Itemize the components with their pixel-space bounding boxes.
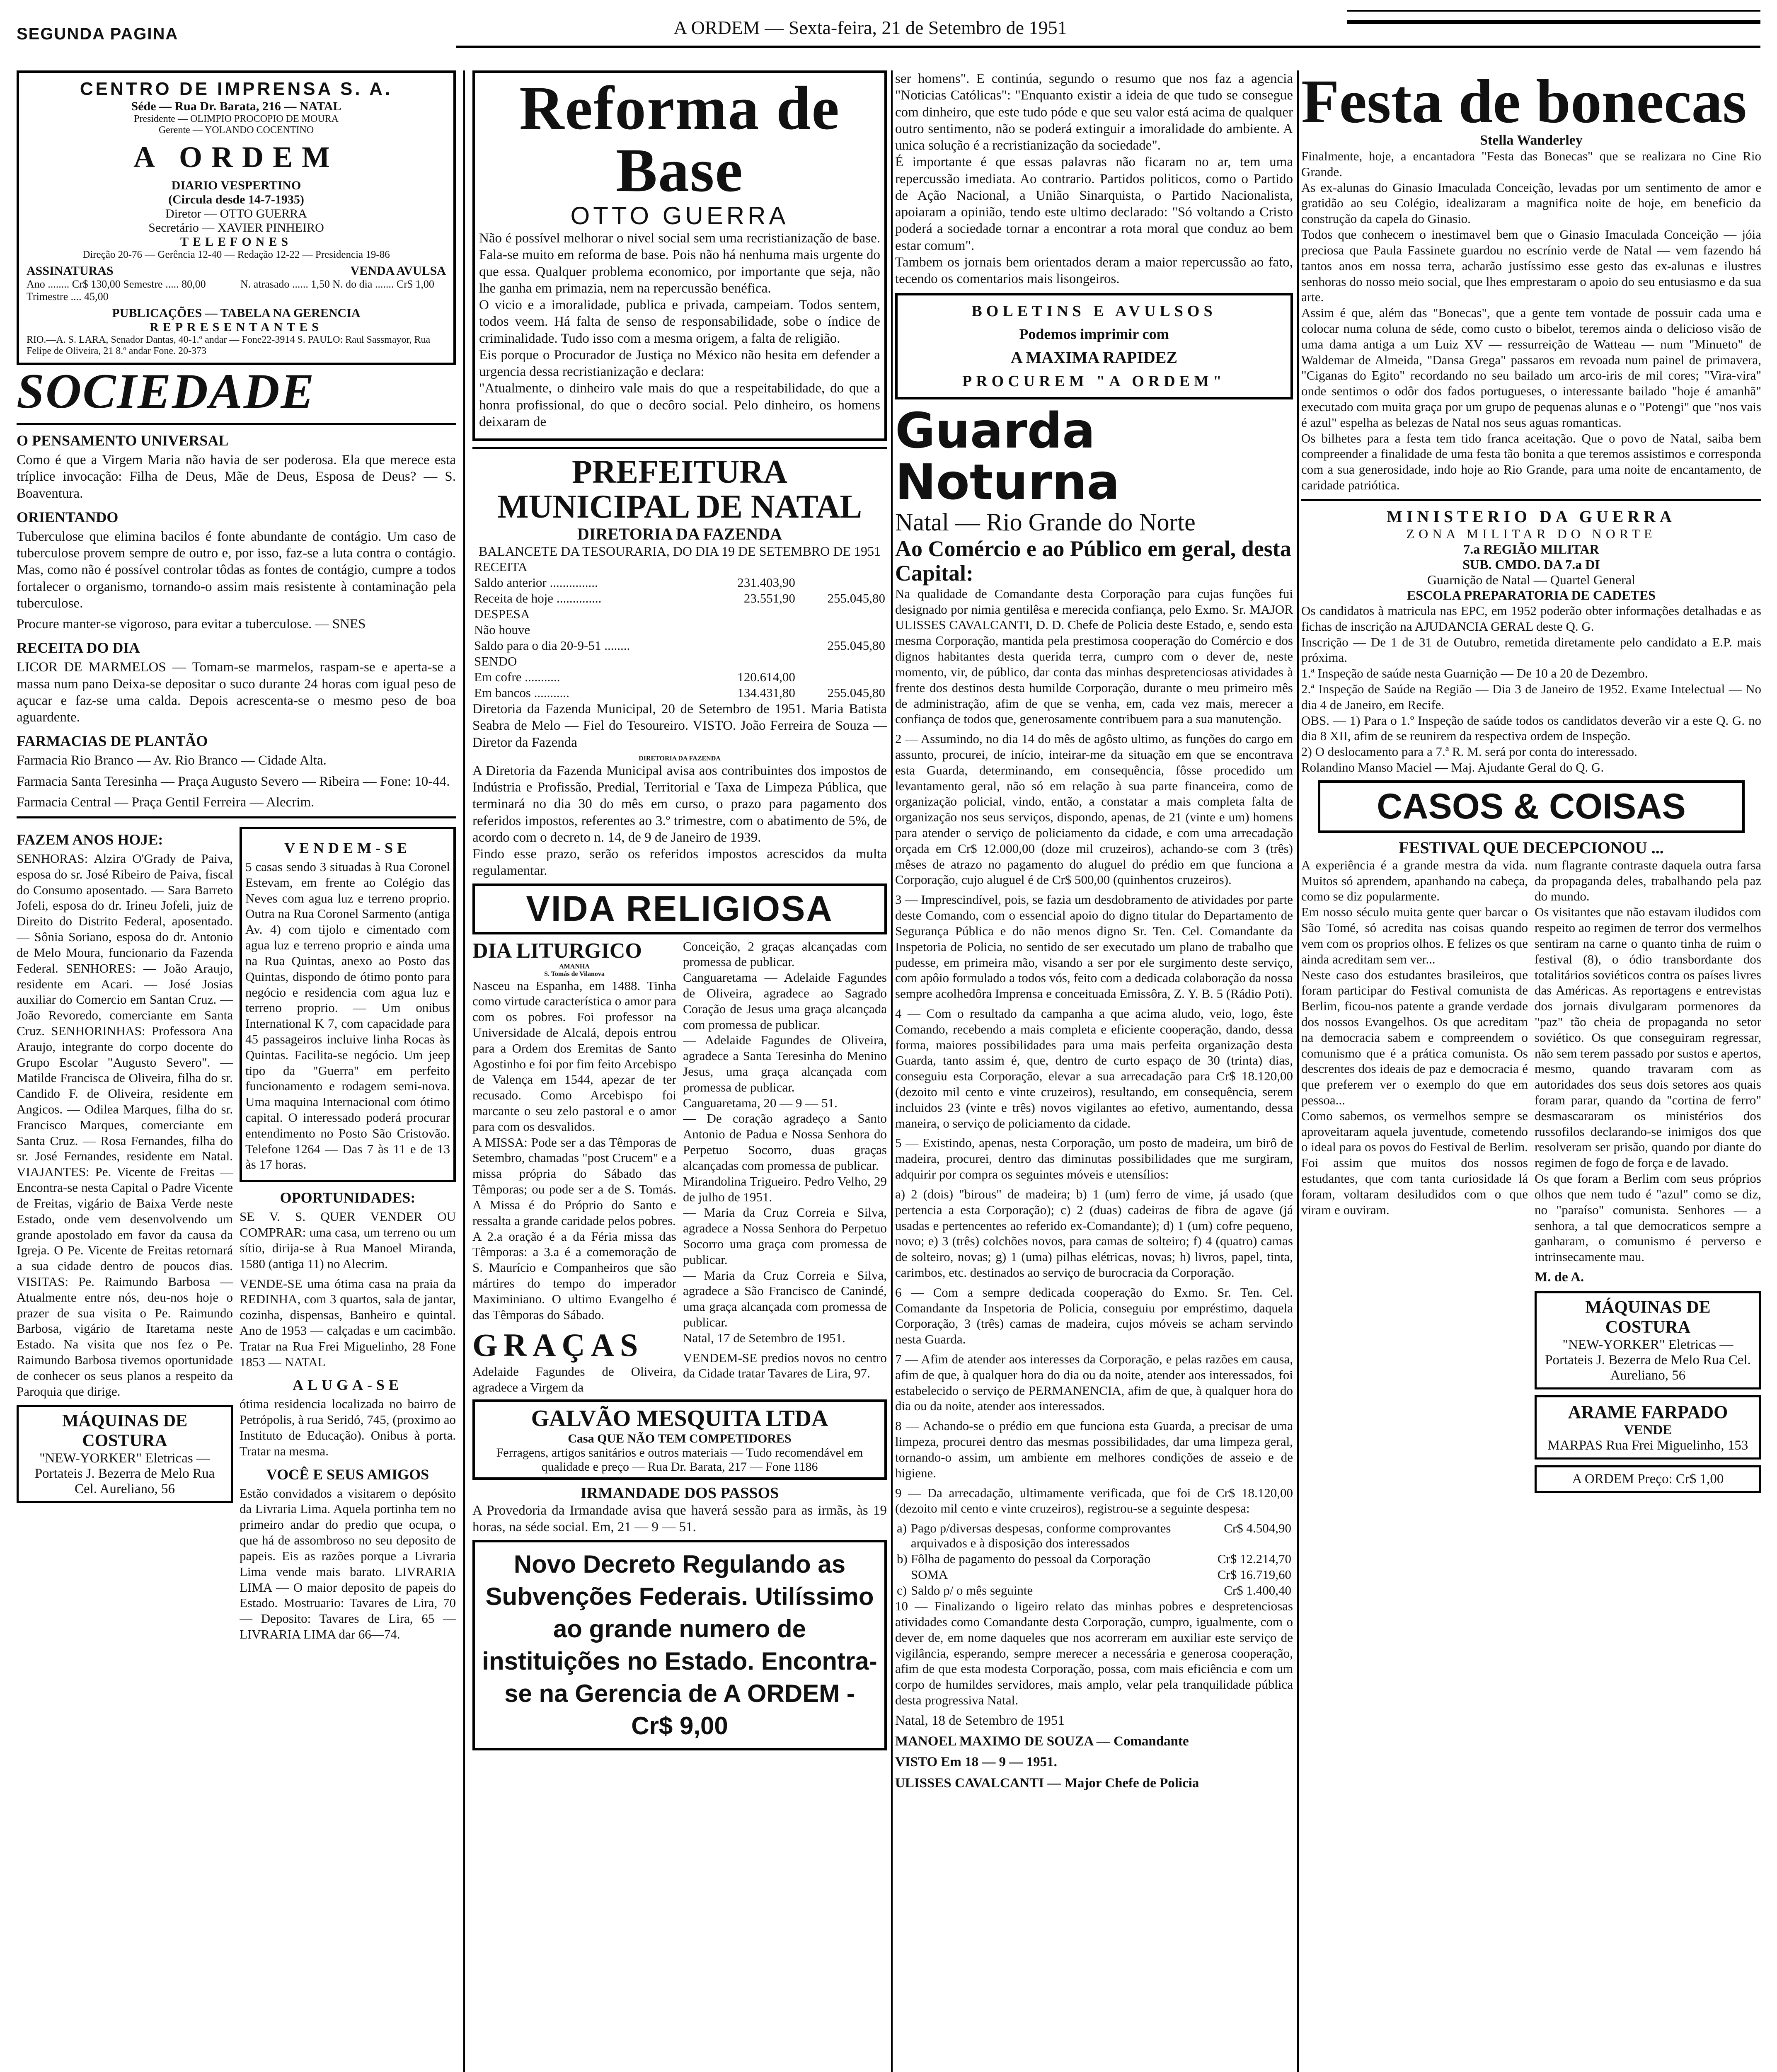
header-rule <box>1347 10 1760 12</box>
receita-heading: RECEITA DO DIA <box>17 639 140 656</box>
centro-imprensa-box <box>17 70 456 365</box>
table-cell <box>797 654 887 669</box>
table-cell <box>797 622 887 638</box>
maquinas-text: "NEW-YORKER" Eletricas — Portateis J. Bezerra de Melo Rua Cel. Aureliano, 56 <box>1545 1337 1751 1383</box>
cib-rep-heading: REPRESENTANTES <box>150 320 323 334</box>
cib-rep: RIO.—A. S. LARA, Senador Dantas, 40-1.º andar — Fone22-3914 S. PAULO: Raul Sassmayor, Rua Felipe de Oliveira, 21 8.º andar Fone. 20-373 <box>27 334 431 356</box>
dia-santo: S. Tomás de Vilanova <box>544 970 605 978</box>
table-cell: Pago p/diversas despesas, conforme comprovantes arquivados e à disposição dos interessados <box>910 1521 1171 1551</box>
casos-box <box>1318 780 1745 833</box>
assinaturas-heading: ASSINATURAS <box>27 264 114 278</box>
table-cell <box>895 1567 909 1583</box>
vida-split <box>472 939 887 1400</box>
dia-liturgico-heading: DIA LITURGICO <box>472 939 642 963</box>
boletins-line2: A MAXIMA RAPIDEZ <box>1010 348 1178 367</box>
vida-religiosa-title: VIDA RELIGIOSA <box>526 888 833 929</box>
prefeitura-signature: Diretoria da Fazenda Municipal, 20 de Setembro de 1951. Maria Batista Seabra de Melo — Fiel do Tesoureiro. VISTO. João Ferreira de Souza — Diretor da Fazenda <box>472 702 887 750</box>
casos-title: CASOS & COISAS <box>1377 786 1686 826</box>
table-cell: Saldo para o dia 20-9-51 ........ <box>474 638 630 653</box>
table-row <box>472 622 887 638</box>
oportunidades-heading: OPORTUNIDADES: <box>280 1189 416 1206</box>
table-cell: Saldo anterior ............... <box>474 575 598 590</box>
guarda-p1: Na qualidade de Comandante desta Corporação para cujas funções fui designado por nimia gentilêsa e merecida confiança, pelo Exmo. Sr. MAJOR ULISSES CAVALCANTI, D. D. Chefe de Policia deste Estado, e, sendo esta mesma Corporação, mantida pela prestimosa cooperação do Comércio e dos dignos habitantes desta querida terra, cumpro com o dever de, neste momento, vir, de público, dar conta das minhas despretenciosas atividades à frente dos destinos desta humilde Corporação, durante o meu primeiro mês de administração, afim de que se venha, em, cada vez mais, merecer a confiança de todos que, generosamente contribuem para a sua manutenção. <box>895 586 1293 726</box>
amigos-heading: VOCÊ E SEUS AMIGOS <box>266 1466 429 1483</box>
boletins-ad <box>895 293 1293 399</box>
table-cell: Fôlha de pagamento do pessoal da Corporação <box>910 1552 1151 1566</box>
anos-text: SENHORAS: Alzira O'Grady de Paiva, esposa do sr. José Ribeiro de Paiva, fiscal do Consumo aposentado. — Sara Barreto Jofeli, esposa do dr. Irineu Jofeli, juiz de Direito do Distrito Federal, aposentado. — Sônia Soriano, esposa do dr. Antonio de Melo Moura, funcionario da Fazenda Federal. SENHORES: — João Araujo, residente em Acari. — José Josias auxiliar do Comercio em Santan Cruz. — João Revoredo, comerciante em Santa Cruz. SENHORINHAS: Professora Ana Araujo, integrante do corpo docente do Grupo Escolar "Augusto Severo". — Matilde Francisca de Oliveira, filha do sr. Candido F. de Oliveira, residente em Angicos. — Odilea Marques, filha do sr. Francisco Marques, comerciante em Santa Cruz. — Rosa Fernandes, filha do sr. José Fernandes, residente em Natal. VIAJANTES: Pe. Vicente de Freitas — Encontra-se nesta Capital o Padre Vicente de Freitas, vigário de Baixa Verde neste Estado, onde vem desenvolvendo um grande apostolado em favor da causa da Igreja. O Pe. Vicente de Freitas retornará a sua cidade dentro de poucos dias. VISITAS: Pe. Raimundo Barbosa — Atualmente entre nós, deu-nos hoje o prazer de sua visita o Pe. Raimundo Barbosa, vigário de Itaretama neste Estado. Na visita que nos fez o Pe. Raimundo Barbosa tivemos oportunidade de conhecer os seus planos a respeito da Paroquia que dirige. <box>17 851 233 1399</box>
table-cell: Cr$ 4.504,90 <box>1224 1521 1291 1536</box>
assinaturas-prices: Ano ........ Cr$ 130,00 Semestre ..... 80,00 Trimestre .... 45,00 <box>27 278 206 303</box>
table-cell: Em bancos ........... <box>474 685 569 700</box>
aluga-heading: ALUGA-SE <box>292 1377 403 1394</box>
casos-text-b: num flagrante contraste daquela outra farsa da propaganda deles, trabalhando pela paz do mundo. Os visitantes que não estavam iludidos com respeito ao regimen de terror dos vermelhos sentiram na carne o quanto tinha de ruim o festival (8), o ódio transbordante dos totalitários soviéticos contra os países livres das Américas. As reportagens e entrevistas dos jornais divulgaram pormenores da "paz" tão cheia de propaganda no setor soviético. Os que conseguiram regressar, não sem terem passado por sustos e apertos, mesmo, quando travaram com as autoridades dos seus dois setores aos quais foram parar, quando da "cortina de ferro" desmascararam os ministérios dos russofilos declarando-se inimigos dos que resolveram ser prisão, quando por diante do regimen de fogo de força e de lavado. Os que foram a Berlim com seus próprios olhos que nem tudo é "azul" como se diz, no "paraíso" comunista. Senhores — a senhora, a tal que democraticos sempre a ganharam, o comunismo é perverso e intrinsecamente mau. <box>1535 857 1761 1264</box>
boletins-line3: PROCUREM "A ORDEM" <box>962 373 1226 390</box>
table-cell: 255.045,80 <box>827 638 885 653</box>
maquinas-heading: MÁQUINAS DE COSTURA <box>1585 1298 1711 1337</box>
table-cell: a) <box>897 1521 907 1536</box>
boletins-heading: BOLETINS E AVULSOS <box>971 303 1217 320</box>
table-cell <box>707 606 797 622</box>
reforma-author: OTTO GUERRA <box>570 202 789 230</box>
guarda-p5: 5 — Existindo, apenas, nesta Corporação, um posto de madeira, um birô de madeira, procurei, dentro das diminutas possibilidades que me surgiram, adquirir por compra os seguintes móveis e utensílios: <box>895 1135 1293 1182</box>
guarda-signature: MANOEL MAXIMO DE SOUZA — Comandante <box>895 1734 1189 1749</box>
prefeitura-balancete: BALANCETE DA TESOURARIA, DO DIA 19 DE SETEMBRO DE 1951 <box>478 544 881 559</box>
guarda-address: Ao Comércio e ao Público em geral, desta Capital: <box>895 536 1291 586</box>
table-cell: DESPESA <box>474 607 530 621</box>
reforma-text-b: ser homens". E continúa, segundo o resumo que nos faz a agencia "Noticias Católicas": "Enquanto existir a ideia de que tudo se consegue com dinheiro, que este tudo póde e que seu valor está acima de qualquer outro sentimento, não se poderá extinguir a imoralidade do ambiente. A unica solução é a recristianização da sociedade". É importante é que essas palavras não ficaram no ar, tem uma repercussão imediata. Ao contrario. Partidos politicos, como o Partido de Ação Nacional, a União Sinarquista, o Partido Nacionalista, apoiaram a opinião, tendo este ultimo declarado: "Só voltando a Cristo poderá a sociedade tornar a encontrar a rota moral que conduz ao bem estar comum". Tambem os jornais bem orientados deram a maior repercussão ao fato, tecendo os comentarios mais lisongeiros. <box>895 71 1293 286</box>
ministerio-guarnicao: Guarnição de Natal — Quartel General <box>1427 572 1635 587</box>
receita-text: LICOR DE MARMELOS — Tomam-se marmelos, raspam-se e aperta-se a massa num pano Deixa-se depositar o suco durante 24 horas com igual peso de açucar e faz-se uma calda. Depois acrescenta-se o mesmo peso de boa aguardente. <box>17 660 456 725</box>
anos-heading: FAZEM ANOS HOJE: <box>17 831 163 848</box>
vendem-predios: VENDEM-SE predios novos no centro da Cidade tratar Tavares de Lira, 97. <box>683 1350 887 1381</box>
table-cell: 134.431,80 <box>737 685 795 700</box>
table-cell <box>797 669 887 685</box>
despesa-table <box>895 1520 1293 1598</box>
cib-presidente: Presidente — OLIMPIO PROCOPIO DE MOURA <box>133 114 339 124</box>
table-cell: c) <box>897 1583 907 1598</box>
aniversarios-section <box>17 824 233 1646</box>
rule <box>472 447 887 449</box>
diretoria-text: A Diretoria da Fazenda Municipal avisa aos contribuintes dos impostos de Indústria e Profissão, Predial, Territorial e Taxa de Limpeza Pública, que terminará no dia 30 do mês em curso, o prazo para pagamento dos referidos impostos, referentes ao 3.º trimestre, com o abatimento de 5%, de acordo com o decreto n. 14, de 9 de Janeiro de 1939. Findo esse prazo, serão os referidos impostos acrescidos da multa regulamentar. <box>472 763 887 879</box>
arame-text: MARPAS Rua Frei Miguelinho, 153 <box>1547 1438 1748 1453</box>
casos-signature: M. de A. <box>1535 1269 1584 1285</box>
amigos-text: Estão convidados a visitarem o depósito da Livraria Lima. Aquela portinha tem no primeiro andar do predio que ocupa, o que há de assombroso no seu deposito de papeis. Eis as razões porque a Livraria Lima vende mais barato. LIVRARIA LIMA — O maior deposito de papeis do Estado. Mostruario: Tavares de Lira, 70 — Deposito: Tavares de Lira, 65 — LIVRARIA LIMA dar 66—74. <box>240 1486 456 1641</box>
table-row <box>472 606 887 622</box>
cib-phones: Direção 20-76 — Gerência 12-40 — Redação 12-22 — Presidencia 19-86 <box>82 249 390 260</box>
table-row <box>895 1520 1293 1551</box>
table-cell: b) <box>897 1552 908 1566</box>
farmacia-item: Farmacia Rio Branco — Av. Rio Branco — Cidade Alta. <box>17 753 327 768</box>
cib-circ: (Circula desde 14-7-1935) <box>168 193 304 206</box>
table-row <box>472 685 887 701</box>
cib-diretor: Diretor — OTTO GUERRA <box>165 207 307 220</box>
guarda-visto: VISTO Em 18 — 9 — 1951. <box>895 1755 1057 1770</box>
guarda-p10: 10 — Finalizando o ligeiro relato das minhas pobres e despretenciosas atividades como Comandante desta Corporação, cumpro, igualmente, com o dever de, em nome daqueles que nos acorreram em auxiliar este serviço de vigilância, esperando, sempre merecer a necessária e generosa cooperação, afim de que esta modesta Corporação, possa, com mais eficiência e com um corpo de humildes servidores, mais amplo, velar pela tranquilidade pública desta progressiva Natal. <box>895 1599 1293 1707</box>
rule <box>17 423 456 425</box>
cib-gerente: Gerente — YOLANDO COCENTINO <box>158 125 314 136</box>
maquinas-ad-left <box>17 1405 233 1503</box>
vende-redinha-text: VENDE-SE uma ótima casa na praia da REDINHA, com 3 quartos, sala de jantar, cozinha, dispensas, Banheiro e quintal. Ano de 1953 — calçadas e um cacimbão. Tratar na Rua Frei Miguelinho, 28 Fone 1853 — NATAL <box>240 1276 456 1369</box>
ministerio-sub: ZONA MILITAR DO NORTE <box>1406 526 1656 541</box>
diretoria-heading: DIRETORIA DA FAZENDA <box>639 755 721 762</box>
ministerio-escola: ESCOLA PREPARATORIA DE CADETES <box>1407 587 1656 603</box>
reforma-box <box>472 70 887 441</box>
table-cell: Cr$ 16.719,60 <box>1217 1567 1291 1582</box>
ministerio-text: Os candidatos à matricula nas EPC, em 1952 poderão obter informações detalhadas e as fichas de inscrição na AJUDANCIA GERAL deste Q. G. Inscrição — De 1 de 31 de Outubro, remetida diretamente pelo candidato a E.P. mais próxima. 1.ª Inspeção de saúde nesta Guarnição — De 10 a 20 de Dezembro. 2.ª Inspeção de Saúde na Região — Dia 3 de Janeiro de 1952. Exame Intelectual — No dia 4 de Janeiro, em Recife. OBS. — 1) Para o 1.º Inspeção de saúde todos os candidatos deverão vir a este Q. G. no dia 8 XII, afim de se reunirem da respectiva ordem de Inspeção. 2) O deslocamento para a 7.ª R. M. será por conta do interessado. Rolandino Manso Maciel — Maj. Ajudante Geral do Q. G. <box>1301 603 1761 775</box>
table-cell: 23.551,90 <box>743 591 795 605</box>
cib-phones-heading: TELEFONES <box>180 235 293 249</box>
vendem-text: 5 casas sendo 3 situadas à Rua Coronel Estevam, em frente ao Colégio das Neves com agua luz e terreno proprio. Outra na Rua Coronel Sarmento (antiga Av. 4) com tijolo e cimentado com agua luz e terreno proprio e ainda uma na Rua Quintas, anexo ao Posto das Quintas, dispondo de ótimo ponto para negócio e residencia com agua luz e terreno proprio. — Um onibus International K 7, com capacidade para 45 passageiros incluive linha Rocas às Quintas. Facilita-se negócio. Um jeep tipo da "Guerra" em perfeito funcionamento e rodagem semi-nova. Uma maquina Internacional com ótimo capital. O interessado poderá procurar entendimento no Posto São Cristovão. Telefone 1264 — Das 7 às 11 e de 13 às 17 horas. <box>245 859 450 1172</box>
pensamento-heading: O PENSAMENTO UNIVERSAL <box>17 432 229 449</box>
maquinas-heading: MÁQUINAS DE COSTURA <box>62 1411 188 1451</box>
gracas-list: Conceição, 2 graças alcançadas com promessa de publicar. Canguaretama — Adelaide Fagundes de Oliveira, agradece ao Sagrado Coração de Jesus uma graça alcançada com promessa de publicar. — Adelaide Fagundes de Oliveira, agradece a Santa Teresinha do Menino Jesus, uma graça alcançada com promessa de publicar. Canguaretama, 20 — 9 — 51. — De coração agradeço a Santo Antonio de Padua e Nossa Senhora do Perpetuo Socorro, duas graças alcançadas com promessa de publicar. Mirandolina Trigueiro. Pedro Velho, 29 de julho de 1951. — Maria da Cruz Correia e Silva, agradece a Nossa Senhora do Perpetuo Socorro uma graça com promessa de publicar. — Maria da Cruz Correia e Silva, agradece a São Francisco de Canindé, uma graça alcançada com promessa de publicar. Natal, 17 de Setembro de 1951. <box>683 939 887 1345</box>
arame-vende: VENDE <box>1624 1423 1672 1438</box>
gracas-heading: GRAÇAS <box>472 1327 644 1363</box>
decreto-ad: Novo Decreto Regulando as Subvenções Federais. Utilíssimo ao grande numero de instituições no Estado. Encontra-se na Gerencia de A ORDEM - Cr$ 9,00 <box>472 1540 887 1750</box>
galvao-line2: Ferragens, artigos sanitários e outros materiais — Tudo recomendável em qualidade e preço — Rua Dr. Barata, 217 — Fone 1186 <box>496 1446 863 1474</box>
classificados-section <box>240 824 456 1646</box>
cib-publicacoes: PUBLICAÇÕES — TABELA NA GERENCIA <box>112 306 361 320</box>
reforma-title: Reforma de Base <box>519 74 840 205</box>
table-row <box>472 559 887 575</box>
section-label: SEGUNDA PAGINA <box>17 25 179 43</box>
table-row <box>472 591 887 606</box>
rule <box>1301 499 1761 501</box>
page-header <box>0 0 1777 66</box>
vendem-heading: VENDEM-SE <box>284 840 412 856</box>
table-cell: 120.614,00 <box>737 670 795 684</box>
column-1 <box>17 70 456 2072</box>
farmacia-item: Farmacia Central — Praça Gentil Ferreira — Alecrim. <box>17 794 315 810</box>
cib-title: CENTRO DE IMPRENSA S. A. <box>80 79 393 99</box>
dia-sub: AMANHA <box>559 963 590 970</box>
column-2 <box>472 70 887 2072</box>
reforma-text-a: Não é possível melhorar o nivel social sem uma recristianização de base. Fala-se muito em reforma de base. Pois não há nenhuma mais urgente do que essa. Qualquer problema economico, por importante que seja, não lhe ganha em primazia, nem na repercussão benéfica. O vicio e a imoralidade, publica e privada, campeiam. Todos sentem, todos veem. Há falta de senso de responsabilidade, sobe o índice de criminalidade. Tudo isso com a mesma origem, a falta de religião. Eis porque o Procurador de Justiça no México não hesita em defender a urgencia dessa recristianização e declara: "Atualmente, o dinheiro vale mais do que a respeitabilidade, do que a honra profissional, do que o decôro social. Pelo dinheiro, os homens deixaram de <box>479 231 880 429</box>
galvao-line1: Casa QUE NÃO TEM COMPETIDORES <box>568 1432 792 1445</box>
dia-liturgico-text: Nasceu na Espanha, em 1488. Tinha como virtude característica o amor para com os pobres. Foi professor na Universidade de Alcalá, depois entrou para a Ordem dos Eremitas de Santo Agostinho e foi por fim feito Arcebispo de Valença em 1544, apezar de ter recusado. Como Arcebispo foi marcante o seu zelo pastoral e o amor para com os desvalidos. A MISSA: Pode ser a das Têmporas de Setembro, chamadas "post Crucem" e a missa própria do Sábado das Têmporas; ou pode ser a de S. Tomás. A Missa é do Próprio do Santo e ressalta a grande caridade pelos pobres. A 2.a oração é a da Féria missa das Têmporas: a 3.a é a comemoração de S. Maurício e Companheiros que são mártires do tempo do imperador Maximiniano. O ultimo Evangelho é das Têmporas do Sábado. <box>472 978 676 1322</box>
masthead-line: A ORDEM — Sexta-feira, 21 de Setembro de 1951 <box>673 17 1067 38</box>
rule <box>17 816 456 818</box>
casos-split <box>1301 857 1761 1499</box>
table-cell: Em cofre ........... <box>474 670 560 684</box>
festa-title: Festa de bonecas <box>1301 70 1747 136</box>
guarda-p9: 9 — Da arrecadação, ultimamente verificada, que foi de Cr$ 18.120,00 (dezoito mil cento e vinte cruzeiros), registrou-se a seguinte despesa: <box>895 1485 1293 1516</box>
guarda-subtitle: Natal — Rio Grande do Norte <box>895 508 1196 536</box>
table-row <box>472 669 887 685</box>
header-rule <box>456 46 1760 48</box>
galvao-title: GALVÃO MESQUITA LTDA <box>531 1406 828 1431</box>
aluga-text: ótima residencia localizada no bairro de Petrópolis, à rua Seridó, 745, (proximo ao Instituto de Educação). Onibus à porta. Tratar na mesma. <box>240 1397 456 1458</box>
column-divider <box>1297 70 1299 2072</box>
oportunidades-text: SE V. S. QUER VENDER OU COMPRAR: uma casa, um terreno ou um sítio, dirija-se à Rua Manoel Miranda, 1580 (antiga 11) no Alecrim. <box>240 1209 456 1271</box>
table-cell: 255.045,80 <box>827 685 885 700</box>
table-row <box>895 1567 1293 1583</box>
farmacia-item: Farmacia Santa Teresinha — Praça Augusto Severo — Ribeira — Fone: 10-44. <box>17 774 450 789</box>
guarda-p7: 7 — Afim de atender aos interesses da Corporação, e pelas razões em causa, afim de que, à qualquer hora do dia ou da noite, atender aos interessados, foi estabelecido o serviço de PERMANENCIA, afim de que, à qualquer hora do dia ou da noite, atender aos interessados. <box>895 1352 1293 1414</box>
table-row <box>895 1551 1293 1567</box>
cib-daily: DIARIO VESPERTINO <box>171 179 301 192</box>
arame-heading: ARAME FARPADO <box>1568 1402 1728 1423</box>
paper-name: A ORDEM <box>133 140 339 174</box>
pensamento-text: Como é que a Virgem Maria não havia de ser poderosa. Ela que merece esta tríplice invocação: Filha de Deus, Mãe de Deus, Esposa de Deus? — S. Boaventura. <box>17 453 456 501</box>
gracas-text: Adelaide Fagundes de Oliveira, agradece a Virgem da <box>472 1364 676 1395</box>
table-cell <box>707 622 797 638</box>
boletins-line1: Podemos imprimir com <box>1019 326 1169 343</box>
ministerio-heading: MINISTERIO DA GUERRA <box>1387 507 1676 526</box>
balancete-table <box>472 559 887 701</box>
irmandade-heading: IRMANDADE DOS PASSOS <box>580 1484 779 1502</box>
header-rule <box>1347 20 1760 24</box>
guarda-p6: 6 — Com a sempre dedicada cooperação do Exmo. Sr. Ten. Cel. Comandante da Inspetoria de Policia, conseguiu por empréstimo, daquela Corporação, 3 (três) camas de madeira, cujos móveis se acham servindo nesta Guarda. <box>895 1285 1293 1347</box>
galvao-ad <box>472 1399 887 1480</box>
table-row <box>472 638 887 654</box>
festa-author: Stella Wanderley <box>1480 133 1583 148</box>
table-cell <box>797 559 887 575</box>
cib-sede: Séde — Rua Dr. Barata, 216 — NATAL <box>131 99 341 113</box>
casos-text-a: A experiência é a grande mestra da vida. Muitos só aprendem, apanhando na cabeça, como se diz popularmente. Em nosso século muita gente quer barcar o São Tomé, só acredita nas coisas quando vem com os proprios olhos. E felizes os que ainda acreditam sem ver... Neste caso dos estudantes brasileiros, que foram participar do Festival comunista de Berlim, ficou-nos patente a grande verdade dos nossos Evangelhos. Os que acreditam na democracia sabem e compreendem o comunismo que é a prática comunista. Os descrentes dos ideais de paz e democracia é que preferem ver o exemplo do que em pessoa... Como sabemos, os vermelhos sempre se aproveitaram aquela juventude, cometendo o ideal para os povos do Festival de Berlim. Foi assim que muitos dos nossos estudantes, que com tanta curiosidade lá foram, voltaram desiludidos com o que viram e ouviram. <box>1301 857 1528 1217</box>
ministerio-regiao: 7.a REGIÃO MILITAR <box>1463 541 1599 557</box>
table-cell <box>707 559 797 575</box>
orientando-text: Tuberculose que elimina bacilos é fonte abundante de contágio. Um caso de tuberculose provem sempre de outro e, por isso, faz-se a luta contra o contágio. Mas, como não é possível controlar tôdas as fontes de contágio, cumpre a todos fortalecer o organismo, tornando-o assim mais resistente à contaminação pela tuberculose. <box>17 529 456 611</box>
prefeitura-title: PREFEITURA MUNICIPAL DE NATAL <box>497 454 862 525</box>
column-divider <box>891 70 893 2072</box>
guarda-p4: 4 — Com o resultado da campanha a que acima aludo, veio, logo, êste Comando, recebendo a mais completa e eficiente cooperação, dando, dessa forma, maiores possibilidades para uma mais perfeita organização desta Guarda, tanto assim é, que, dentro de curto espaço de 30 (trinta) dias, conseguiu esta Corporação, elevar a sua arrecadação para Cr$ 18.120,00 (dezoito mil cento e vinte cruzeiros), resultando, em consequência, serem incluidos 23 (vinte e três) novos vigilantes ao efetivo, aumentando, dessa maneira, o serviço de policiamento da cidade. <box>895 1006 1293 1130</box>
table-cell: SOMA <box>910 1567 948 1582</box>
guarda-title: Guarda Noturna <box>895 402 1120 511</box>
guarda-p3: 3 — Imprescindível, pois, se fazia um desdobramento de atividades por parte deste Comando, com o essencial apoio do digno titular do Departamento de Segurança Pública e do não menos digno Sr. Ten. Cel. Comandante da Inspetoria de Policia, no sentido de ser executado um plano de trabalho que pudesse, em primeira mão, visando a ser por ele surgimento deste serviço, com apôio formulado a todos vós, feito com a dedicada colaboração da nossa sempre acolhedôra Imprensa e conceituada Emissôra, Z. Y. B. 5 (Rádio Poti). <box>895 892 1293 1001</box>
table-cell: 255.045,80 <box>827 591 885 605</box>
farmacias-heading: FARMACIAS DE PLANTÃO <box>17 733 208 750</box>
table-cell: Cr$ 1.400,40 <box>1224 1583 1291 1598</box>
table-cell <box>797 575 887 591</box>
table-cell: Cr$ 12.214,70 <box>1217 1552 1291 1566</box>
table-row <box>472 654 887 669</box>
guarda-p2: 2 — Assumindo, no dia 14 do mês de agôsto ultimo, as funções do cargo em assunto, procurei, de início, inteirar-me da situação em que se encontrava esta Guarda, determinando, em consequência, fôsse procedido um levantamento geral, não só em relação à sua parte financeira, como de organização policial, vindo, então, a constatar a mais completa falta de organização nos seus serviços, dispondo, apenas, de 21 (vinte e um) homens para atender o serviço de policiamento da cidade, e com uma arrecadação orçada em Cr$ 12.000,00 (doze mil cruzeiros), achando-se com 3 (três) mêses de atrazo no pagamento do aluguel do prédio em que funciona a Corporação, cujo aluguel é de Cr$ 500,00 (quinhentos cruzeiros). <box>895 731 1293 887</box>
orientando-text-2: Procure manter-se vigoroso, para evitar a tuberculose. — SNES <box>17 617 366 632</box>
col1-lower-split <box>17 824 456 1646</box>
guarda-visto-2: ULISSES CAVALCANTI — Major Chefe de Policia <box>895 1775 1199 1791</box>
guarda-p5-list: a) 2 (dois) "birous" de madeira; b) 1 (um) ferro de vime, já usado (que pertencia a esta Corporação); c) 2 (duas) cadeiras de fibra de agave (já usadas e pertencentes ao referido ex-Comandante); d) 1 (um) cofre pequeno, novo; e) 3 (três) colchões novos, para camas de solteiro; f) 4 (quatro) camas de solteiro, novas; g) 1 (uma) pilhas elétricas, novas; h) livros, papel, tinta, carimbos, etc. destinados ao serviço de burocracia da Corporação. <box>895 1186 1293 1280</box>
table-cell: 231.403,90 <box>737 575 795 590</box>
table-row <box>895 1583 1293 1598</box>
maquinas-text: "NEW-YORKER" Eletricas — Portateis J. Bezerra de Melo Rua Cel. Aureliano, 56 <box>34 1451 215 1497</box>
table-cell: SENDO <box>474 654 517 668</box>
prefeitura-sub: DIRETORIA DA FAZENDA <box>577 525 782 543</box>
column-4 <box>1301 70 1761 2072</box>
column-3 <box>895 70 1293 2072</box>
table-cell: Saldo p/ o mês seguinte <box>910 1583 1033 1598</box>
casos-heading: FESTIVAL QUE DECEPCIONOU ... <box>1399 838 1664 857</box>
vida-religiosa-box <box>472 884 887 934</box>
guarda-p8: 8 — Achando-se o prédio em que funciona esta Guarda, a precisar de uma limpeza, procurei dentro das mesmas possibilidades, dar uma limpeza geral, tornando-o assim, um ambiente em melhores condições de asseio e de higiene. <box>895 1418 1293 1480</box>
venda-heading: VENDA AVULSA <box>350 264 446 278</box>
orientando-heading: ORIENTANDO <box>17 508 119 525</box>
cib-secretario: Secretário — XAVIER PINHEIRO <box>148 221 324 235</box>
table-cell: RECEITA <box>474 559 528 574</box>
ordem-price-ad: A ORDEM Preço: Cr$ 1,00 <box>1535 1465 1761 1493</box>
arame-ad <box>1535 1395 1761 1460</box>
column-divider <box>463 70 465 2072</box>
guarda-date: Natal, 18 de Setembro de 1951 <box>895 1713 1065 1728</box>
irmandade-text: A Provedoria da Irmandade avisa que haverá sessão para as irmãs, às 19 horas, na séde social. Em, 21 — 9 — 51. <box>472 1503 887 1535</box>
table-cell: Receita de hoje .............. <box>474 591 602 605</box>
table-cell <box>707 654 797 669</box>
sociedade-title: SOCIEDADE <box>17 363 315 419</box>
ministerio-cmdo: SUB. CMDO. DA 7.a DI <box>1462 557 1600 572</box>
venda-prices: N. atrasado ...... 1,50 N. do dia ....... Cr$ 1,00 <box>240 278 434 290</box>
table-row <box>472 575 887 591</box>
maquinas-ad-right <box>1535 1291 1761 1389</box>
festa-text: Finalmente, hoje, a encantadora "Festa das Bonecas" que se realizara no Cine Rio Grande. As ex-alunas do Ginasio Imaculada Conceição, levadas por um sentimento de amor e gratidão ao seu Colégio, idealizaram a magnifica noite de hoje, em beneficio da construção da capela do Ginasio. Todos que conhecem o inestimavel bem que o Ginasio Imaculada Conceição — jóia preciosa que Paula Fassinete guardou no escrínio verde de Natal — vem fazendo há tantos anos em nossa terra, acharão justíssimo esse gesto das ex-alunas e ilustres senhoras do nosso meio social, que lhes emprestaram o apoio do seu entusiasmo e da sua arte. Assim é que, além das "Bonecas", que a gente tem vontade de possuir cada uma e colocar numa coluna de séde, como custo o bibelot, teremos ainda o delicioso visão de uma dama antiga a um Luiz XV — ressurreição de Watteau — num "Minueto" de Waldemar de Almeida, "Dansa Grega" passaros em revoada num painel de primavera, "Ciganas do Egito" recordando no seu bailado um arco-iris de mil cores; "Vira-vira" onde sentimos o odôr dos fados portugueses, o interessante bailado "hoje é amanhã" executado com muita graça por um grupo de pequenas alunas e o "Potengi" que "nos vais é azul" espelha as belezas de Natal nos seus aguas romanticas. Os bilhetes para a festa tem tido franca aceitação. Que o povo de Natal, saiba bem compreender a finalidade de uma festa tão bonita a que teremos assistimos e corresponda com a sua generosidade, indo hoje ao Rio Grande, para uma noite de encantamento, de caridade patriótica. <box>1301 149 1761 493</box>
table-cell <box>707 638 797 654</box>
table-cell <box>797 606 887 622</box>
table-cell: Não houve <box>474 622 530 637</box>
